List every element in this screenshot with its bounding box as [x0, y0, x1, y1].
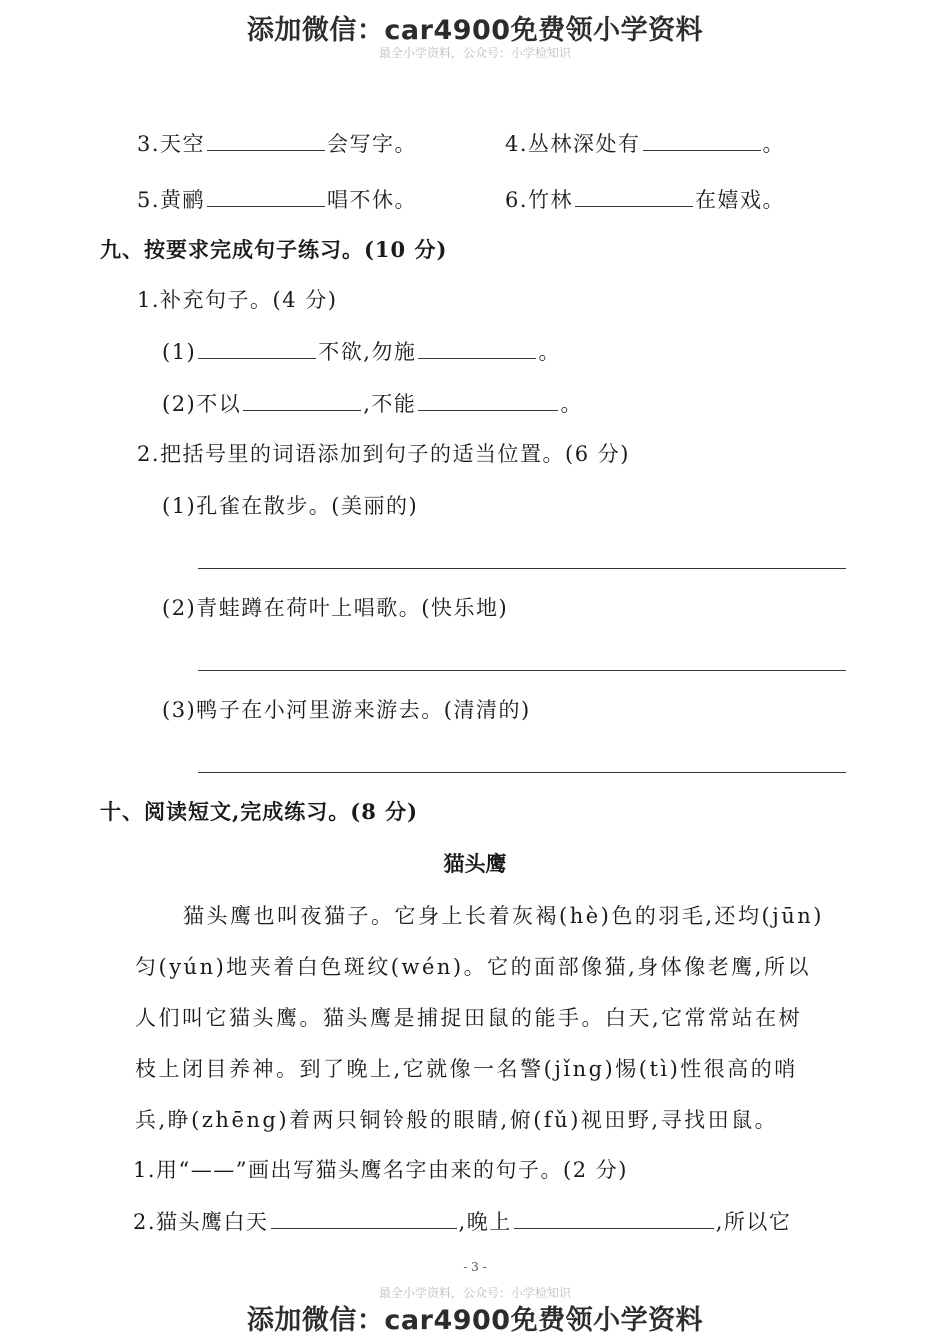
page-number: - 3 - — [463, 1260, 487, 1274]
answer-blank[interactable] — [643, 130, 761, 151]
question-10-1: 1.用“——”画出写猫头鹰名字由来的句子。(2 分) — [133, 1158, 628, 1182]
answer-line[interactable] — [198, 772, 846, 773]
question-9-2-item-3: (3)鸭子在小河里游来游去。(清清的) — [162, 698, 531, 722]
answer-blank[interactable] — [575, 186, 693, 207]
answer-blank[interactable] — [207, 186, 325, 207]
question-9-1-part-1: (1) 不欲,勿施 。 — [162, 340, 561, 364]
header-faint-text: 最全小学资料，公众号：小学检知识 — [378, 46, 571, 60]
answer-line[interactable] — [198, 568, 846, 569]
answer-blank[interactable] — [271, 1208, 457, 1229]
fill-item-4: 4.丛林深处有 。 — [505, 132, 786, 156]
question-9-2: 2.把括号里的词语添加到句子的适当位置。(6 分) — [137, 442, 630, 466]
question-9-2-item-1: (1)孔雀在散步。(美丽的) — [162, 494, 419, 518]
question-9-1: 1.补充句子。(4 分) — [137, 288, 338, 312]
passage-line: 枝上闭目养神。到了晚上,它就像一名警(jǐng)惕(tì)性很高的哨 — [135, 1057, 798, 1081]
answer-line[interactable] — [198, 670, 846, 671]
watermark-bottom: 添加微信：car4900免费领小学资料 — [246, 1305, 704, 1336]
section-9-heading: 九、按要求完成句子练习。(10 分) — [100, 237, 448, 262]
footer-faint-text: 最全小学资料，公众号：小学检知识 — [378, 1286, 571, 1300]
passage-title: 猫头鹰 — [443, 851, 507, 876]
question-10-2: 2.猫头鹰白天 ,晚上 ,所以它 — [133, 1210, 792, 1234]
answer-blank[interactable] — [418, 338, 536, 359]
question-9-2-item-2: (2)青蛙蹲在荷叶上唱歌。(快乐地) — [162, 596, 509, 620]
fill-item-5: 5.黄鹂 唱不休。 — [137, 188, 418, 212]
answer-blank[interactable] — [418, 390, 558, 411]
answer-blank[interactable] — [514, 1208, 714, 1229]
answer-blank[interactable] — [198, 338, 316, 359]
passage-line: 人们叫它猫头鹰。猫头鹰是捕捉田鼠的能手。白天,它常常站在树 — [135, 1006, 803, 1030]
question-9-1-part-2: (2)不以 ,不能 。 — [162, 392, 583, 416]
fill-item-3: 3.天空 会写字。 — [137, 132, 418, 156]
passage-line: 兵,睁(zhēng)着两只铜铃般的眼睛,俯(fǔ)视田野,寻找田鼠。 — [135, 1108, 779, 1132]
passage-line: 猫头鹰也叫夜猫子。它身上长着灰褐(hè)色的羽毛,还均(jūn) — [183, 904, 824, 928]
watermark-top: 添加微信：car4900免费领小学资料 — [246, 15, 704, 46]
answer-blank[interactable] — [243, 390, 361, 411]
fill-item-6: 6.竹林 在嬉戏。 — [505, 188, 786, 212]
answer-blank[interactable] — [207, 130, 325, 151]
section-10-heading: 十、阅读短文,完成练习。(8 分) — [100, 799, 419, 824]
passage-line: 匀(yún)地夹着白色斑纹(wén)。它的面部像猫,身体像老鹰,所以 — [135, 955, 811, 979]
